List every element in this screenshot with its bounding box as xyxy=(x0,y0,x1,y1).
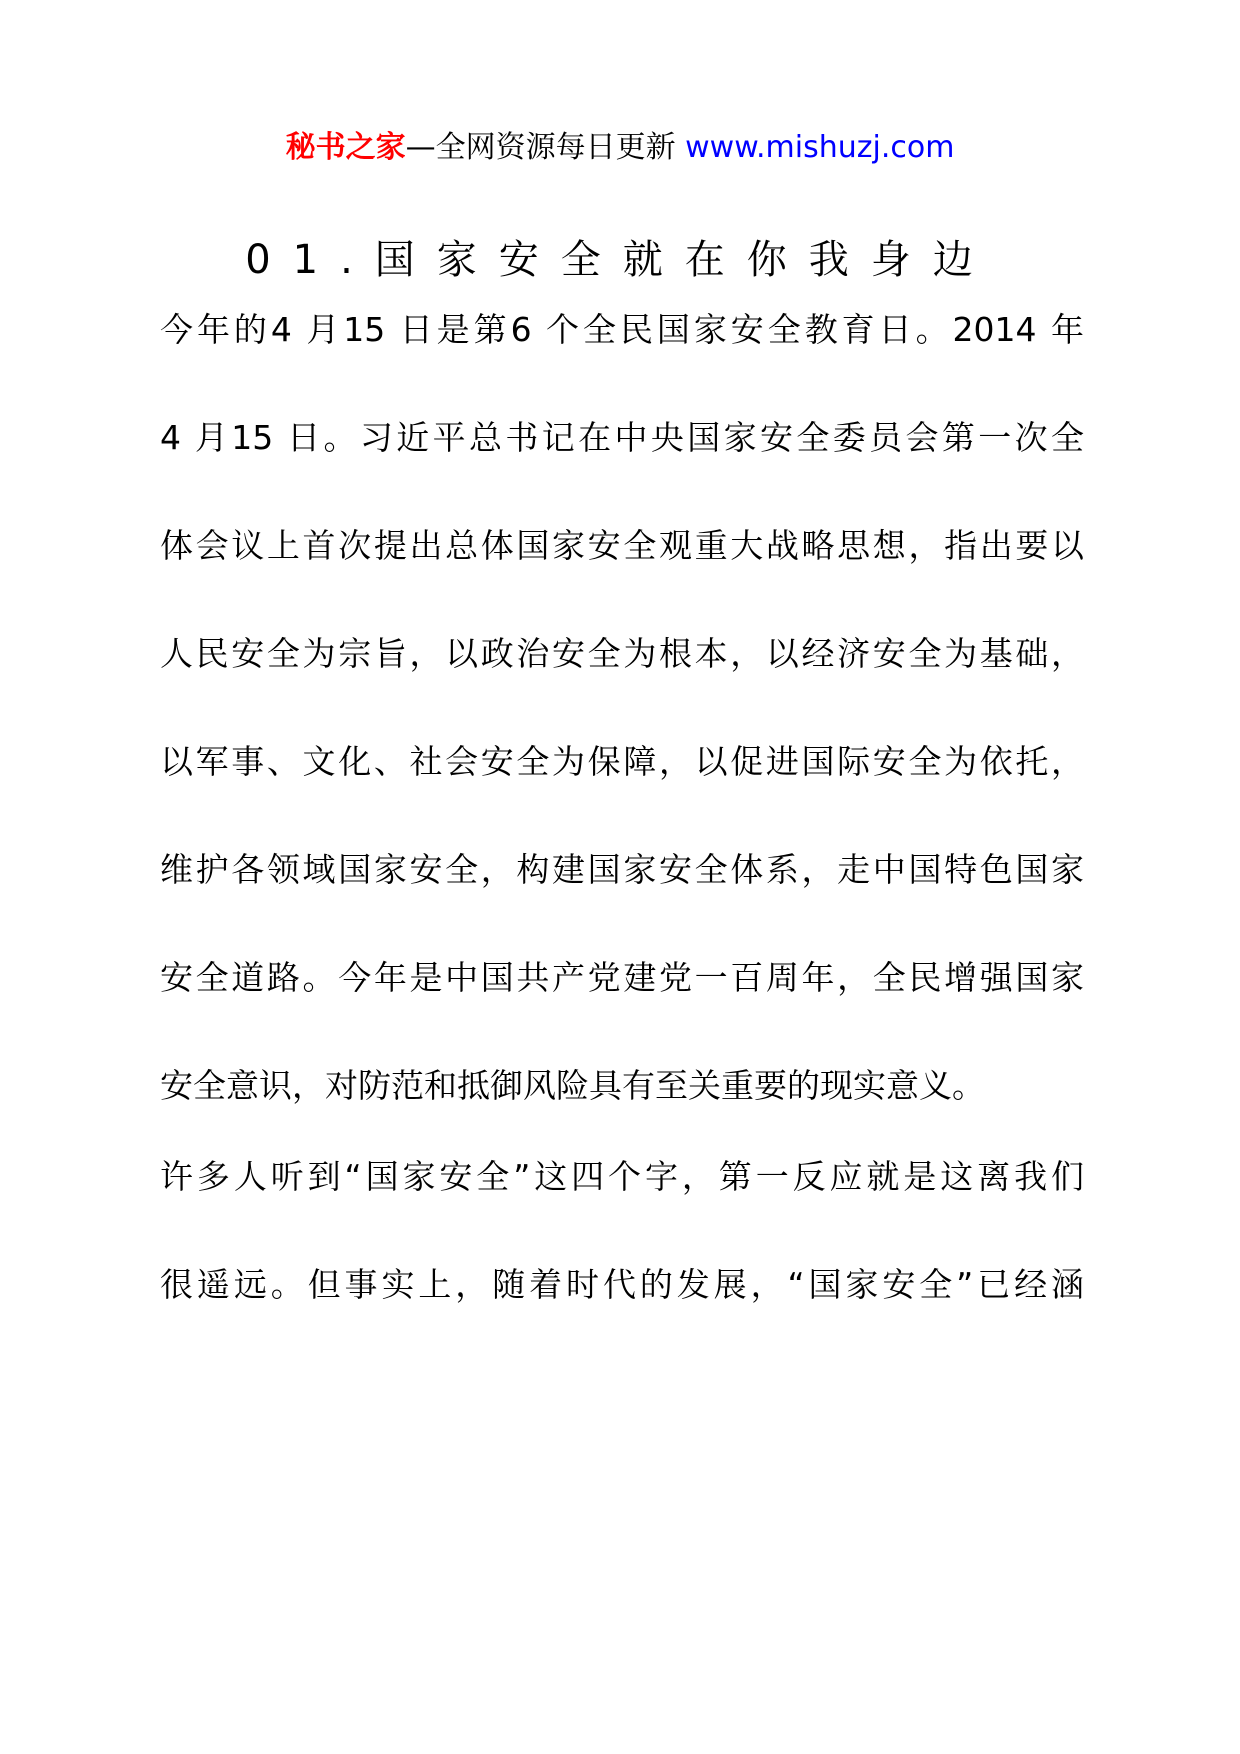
paragraph-1-line-3: 体会议上首次提出总体国家安全观重大战略思想，指出要以 xyxy=(160,526,1084,565)
header-tagline: —全网资源每日更新 xyxy=(405,130,676,165)
paragraph-1-line-7: 安全道路。今年是中国共产党建党一百周年，全民增强国家 xyxy=(160,958,1084,997)
paragraph-1-line-6: 维护各领域国家安全，构建国家安全体系，走中国特色国家 xyxy=(160,850,1084,889)
paragraph-1-line-4: 人民安全为宗旨，以政治安全为根本，以经济安全为基础， xyxy=(160,634,1084,673)
document-title: 01.国家安全就在你我身边 xyxy=(245,237,995,283)
paragraph-1-line-1: 今年的4 月15 日是第6 个全民国家安全教育日。2014 年 xyxy=(160,310,1084,349)
paragraph-2-line-1: 许多人听到“国家安全”这四个字，第一反应就是这离我们 xyxy=(160,1157,1084,1196)
paragraph-1-line-5: 以军事、文化、社会安全为保障，以促进国际安全为依托， xyxy=(160,742,1084,781)
website-link[interactable]: www.mishuzj.com xyxy=(685,130,955,165)
page-header xyxy=(0,128,1240,168)
paragraph-1-line-8: 安全意识，对防范和抵御风险具有至关重要的现实意义。 xyxy=(160,1066,985,1105)
paragraph-2-line-2: 很遥远。但事实上，随着时代的发展，“国家安全”已经涵 xyxy=(160,1265,1084,1304)
paragraph-1-line-2: 4 月15 日。习近平总书记在中央国家安全委员会第一次全 xyxy=(160,418,1084,457)
brand-name: 秘书之家 xyxy=(285,130,406,165)
